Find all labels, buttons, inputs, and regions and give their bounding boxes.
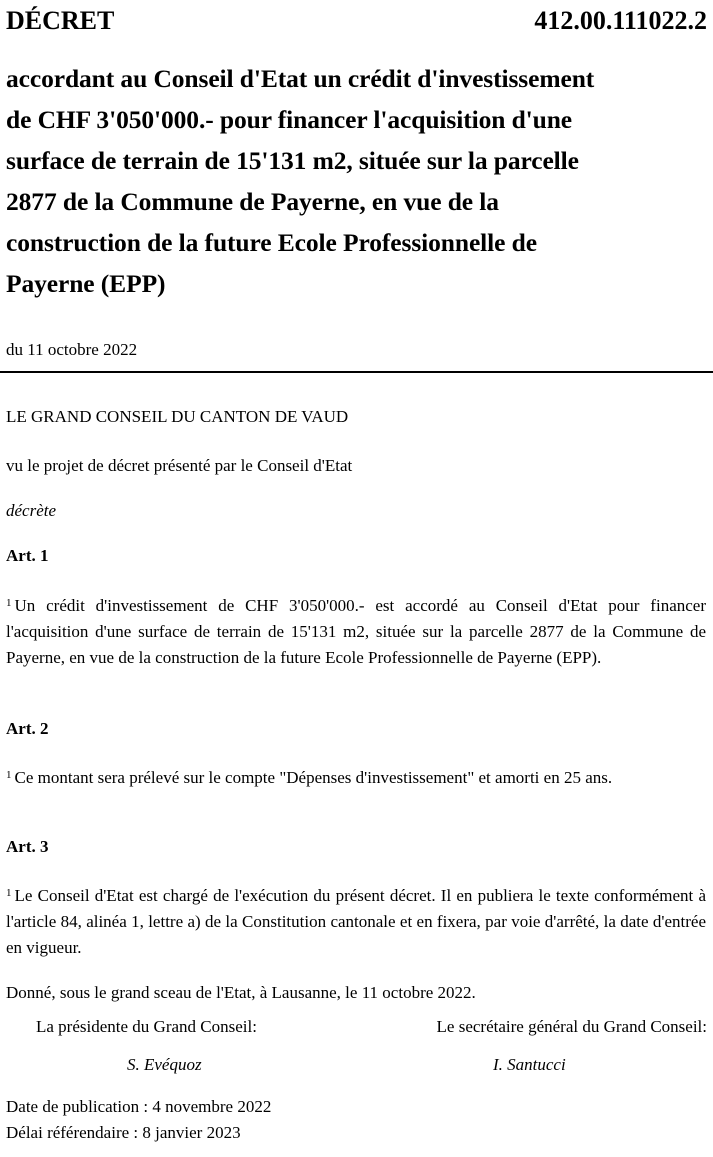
- article-2-body: [6, 762, 706, 791]
- document-header: [6, 6, 707, 42]
- article-1-text: Un crédit d'investissement de CHF 3'050'000.- est accordé au Conseil d'Etat pour financer l'acquisition d'une surface de terrain de 15'131 m2, située sur la parcelle 2877 de la Commune de Payerne, en vue de la construction de la future Ecole Professionnelle de Payerne (EPP).: [6, 596, 706, 667]
- article-3-heading: Art. 3: [6, 837, 49, 856]
- article-2-heading: Art. 2: [6, 719, 49, 738]
- alinea-number: 1: [6, 597, 12, 609]
- title-line: Payerne (EPP): [6, 269, 166, 298]
- document-type: DÉCRET: [6, 6, 115, 35]
- article-2-text: Ce montant sera prélevé sur le compte "Dépenses d'investissement" et amorti en 25 ans.: [14, 768, 613, 787]
- article-1-body: [6, 590, 706, 671]
- horizontal-rule: [0, 371, 713, 373]
- title-line: 2877 de la Commune de Payerne, en vue de la: [6, 187, 499, 216]
- preamble: vu le projet de décret présenté par le Conseil d'Etat: [6, 456, 353, 475]
- secretary-name: I. Santucci: [493, 1055, 566, 1074]
- given-statement: Donné, sous le grand sceau de l'Etat, à Lausanne, le 11 octobre 2022.: [6, 983, 476, 1002]
- decision-word: décrète: [6, 501, 57, 520]
- title-line: surface de terrain de 15'131 m2, située sur la parcelle: [6, 146, 579, 175]
- president-name: S. Evéquoz: [127, 1055, 202, 1074]
- authority: LE GRAND CONSEIL DU CANTON DE VAUD: [6, 407, 349, 426]
- president-title: La présidente du Grand Conseil:: [36, 1017, 257, 1036]
- referendum-deadline: Délai référendaire : 8 janvier 2023: [6, 1123, 241, 1142]
- article-3-text: Le Conseil d'Etat est chargé de l'exécution du présent décret. Il en publiera le texte conformément à l'article 84, alinéa 1, lettre a) de la Constitution cantonale et en fixera, par voie d'arrêté, la date d'entrée en vigueur.: [6, 886, 706, 957]
- decree-title: [6, 58, 706, 304]
- decree-date: du 11 octobre 2022: [6, 340, 138, 359]
- secretary-title: Le secrétaire général du Grand Conseil:: [436, 1017, 707, 1036]
- title-line: construction de la future Ecole Professionnelle de: [6, 228, 537, 257]
- alinea-number: 1: [6, 769, 12, 781]
- document-number: 412.00.111022.2: [534, 6, 707, 35]
- article-3-body: [6, 880, 706, 961]
- title-line: de CHF 3'050'000.- pour financer l'acquisition d'une: [6, 105, 573, 134]
- publication-date: Date de publication : 4 novembre 2022: [6, 1097, 272, 1116]
- alinea-number: 1: [6, 887, 12, 899]
- title-line: accordant au Conseil d'Etat un crédit d'investissement: [6, 64, 595, 93]
- article-1-heading: Art. 1: [6, 546, 49, 565]
- signature-titles: [36, 1017, 707, 1037]
